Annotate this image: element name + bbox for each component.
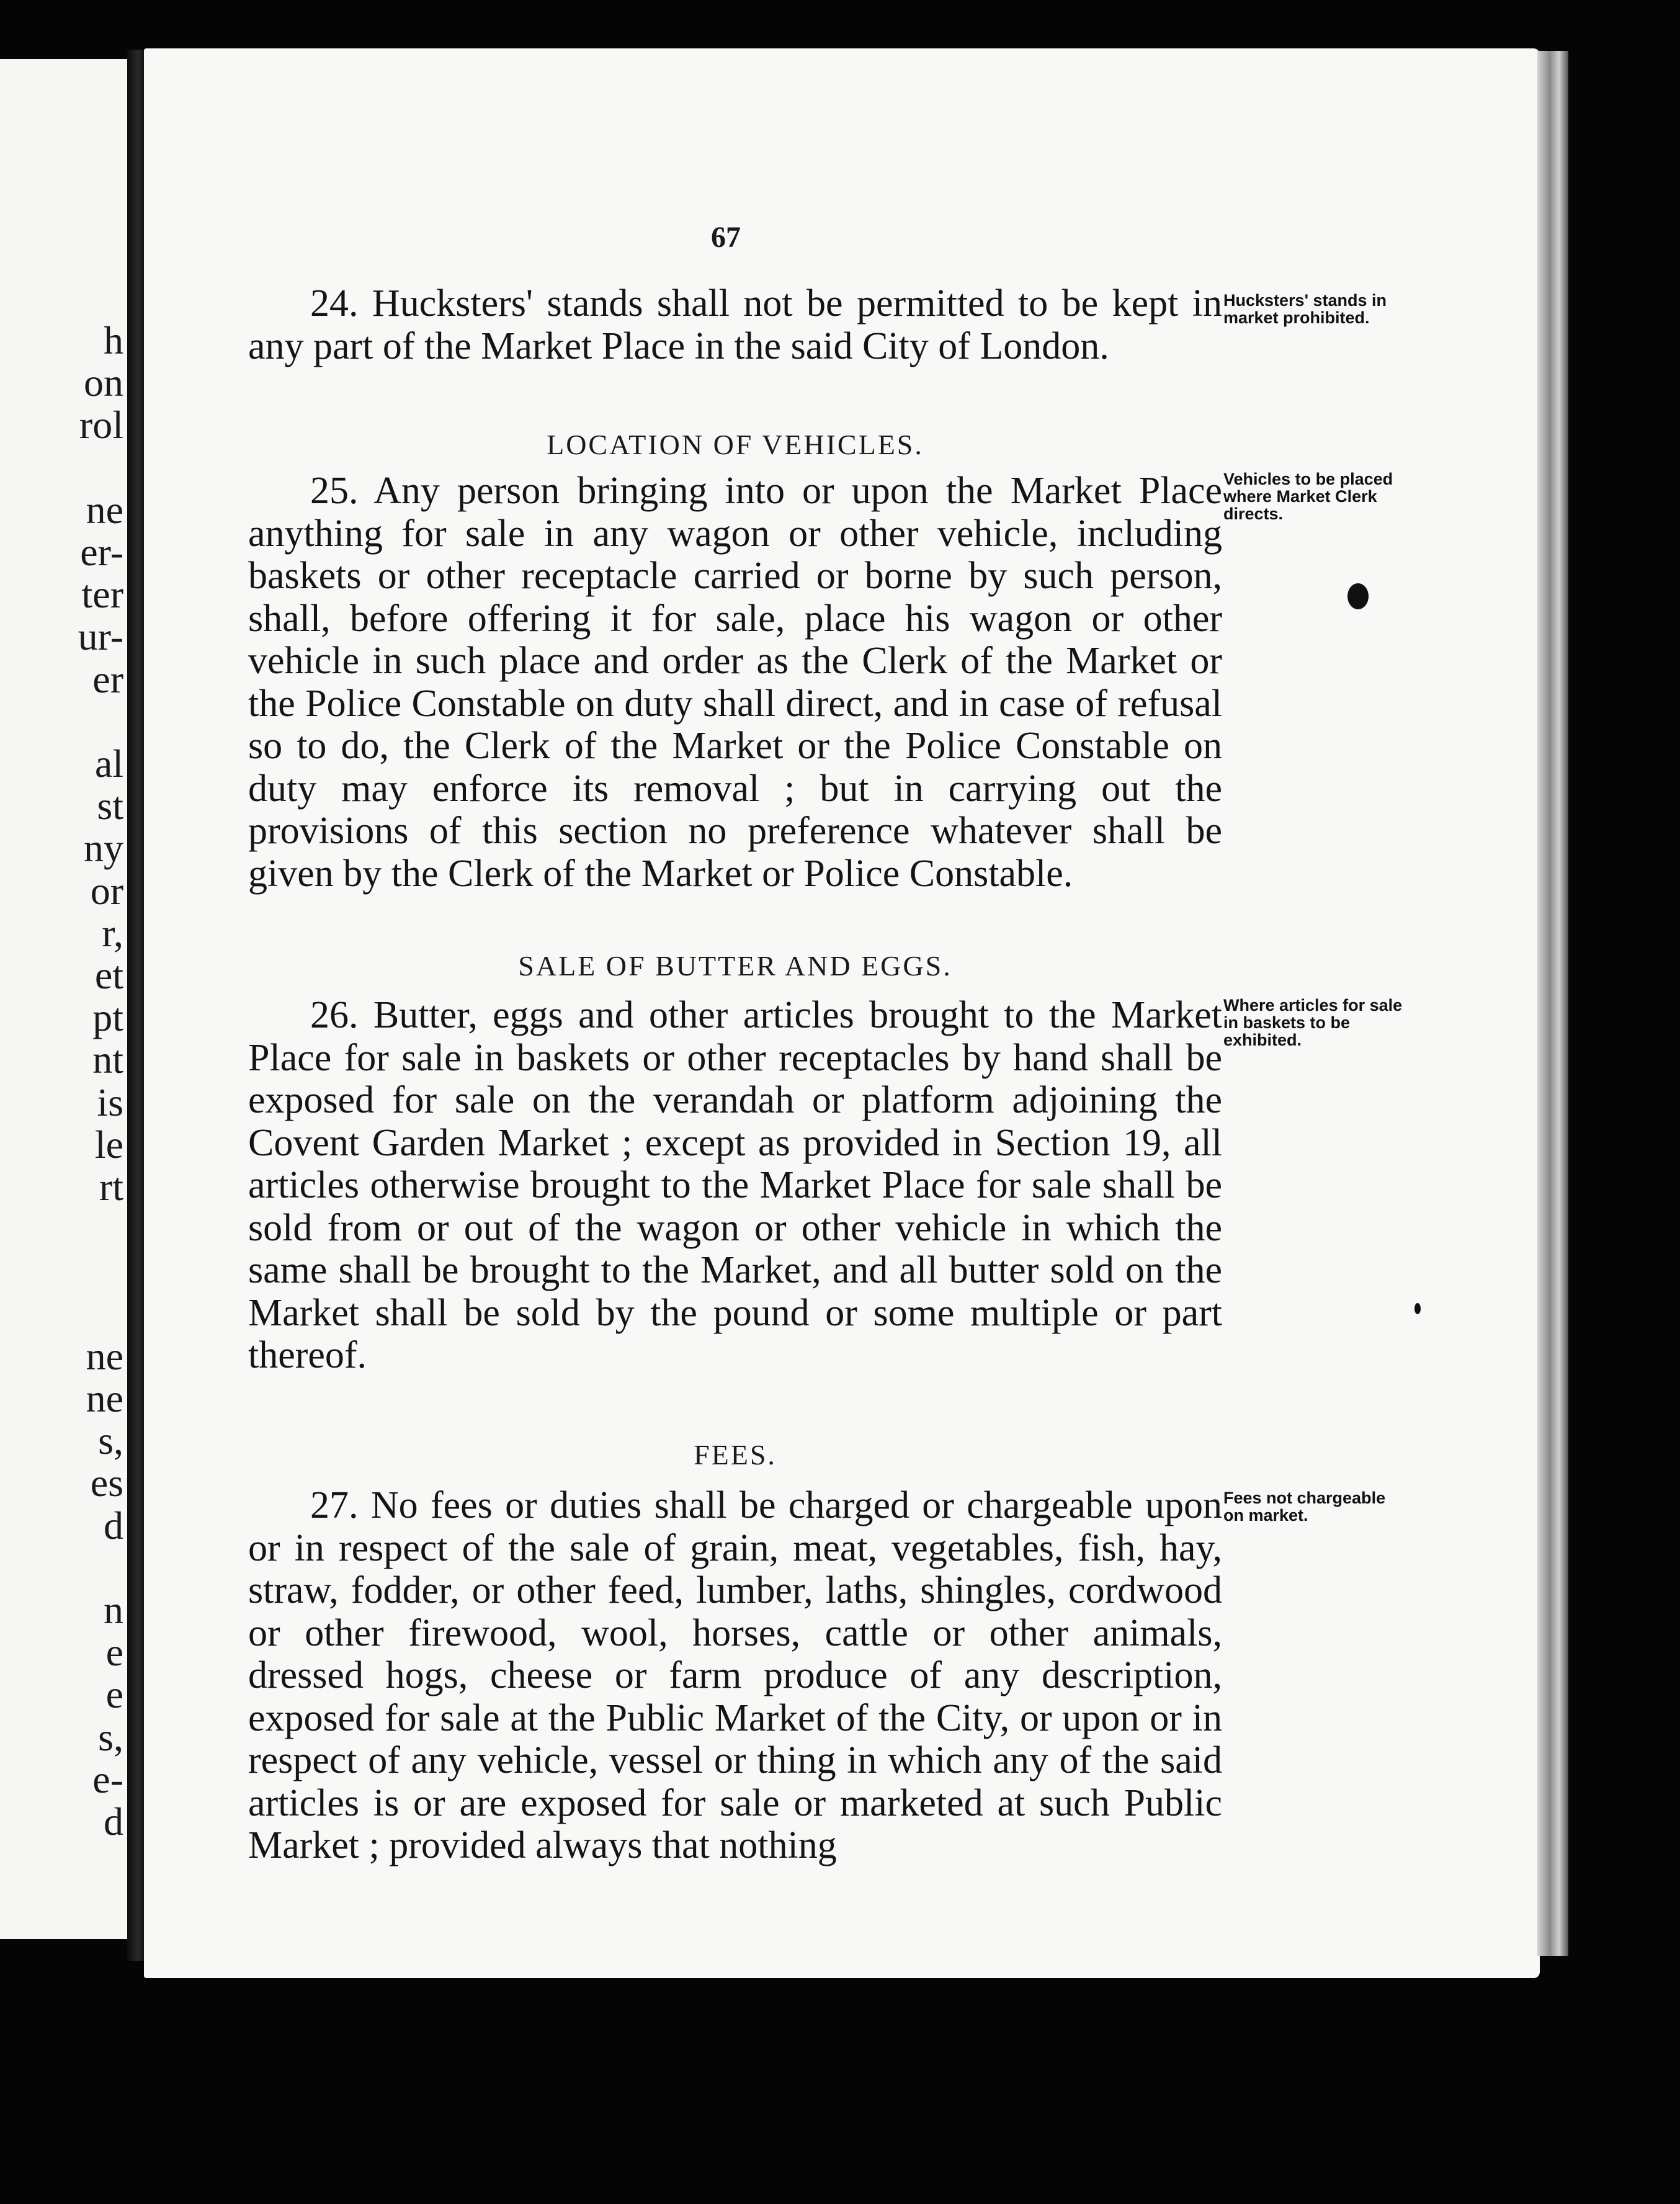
section-25 [248,470,1222,895]
left-page-fragment: st [97,784,123,828]
ink-speck [1414,1303,1421,1314]
section-25-text: 25. Any person bringing into or upon the Market Place anything for sale in any wagon or other vehicle, including baskets or other receptacle carried or borne by such person, shall, before offering it for sale, place his wagon or other vehicle in such place and order as the Clerk of the Market or the Police Constable on duty shall direct, and in case of refusal so to do, the Clerk of the Market or the Police Constable on duty may enforce its removal ; but in carrying out the provisions of this section no preference whatever shall be given by the Clerk of the Market or Police Constable. [248,470,1222,895]
heading-sale-of-butter-and-eggs: SALE OF BUTTER AND EGGS. [518,950,952,982]
left-page-fragment: al [94,741,123,786]
left-page-fragment: is [97,1080,123,1124]
section-27-text: 27. No fees or duties shall be charged or chargeable upon or in respect of the sale of grain, meat, vegetables, fish, hay, straw, fodder, or other feed, lumber, laths, shingles, cordwood or other firewood, wool, horses, cattle or other animals, dressed hogs, cheese or farm produce of any description, exposed for sale at the Public Market of the City, or upon or in respect of any vehicle, vessel or thing in which any of the said articles is or are exposed for sale or marketed at such Public Market ; provided always that nothing [248,1484,1222,1866]
left-page-fragment: rol [79,403,123,447]
left-page-fragment: er [92,656,123,701]
margin-note-24: Hucksters' stands in market prohibited. [1223,291,1387,327]
ink-speck [1347,583,1369,609]
heading-fees: FEES. [694,1439,777,1471]
section-26-text: 26. Butter, eggs and other articles brought to the Market Place for sale in baskets or other receptacles by hand shall be exposed for sale on the verandah or platform adjoining the Covent Garden Market ; except as provided in Section 19, all articles otherwise brought to the Market Place for sale shall be sold from or out of the wagon or other vehicle in which the same shall be brought to the Market, and all butter sold on the Market shall be sold by the pound or some multiple or part thereof. [248,994,1222,1376]
section-24 [248,282,1222,367]
left-page-fragment: pt [92,995,123,1040]
margin-note-25: Vehicles to be placed where Market Clerk directs. [1223,470,1393,523]
left-page-fragment: ne [86,1376,123,1420]
left-page-fragment: ne [86,487,123,532]
page-number: 67 [711,221,741,254]
left-page-fragment: er- [80,530,123,574]
left-page-fragment: h [104,318,123,362]
margin-note-26: Where articles for sale in baskets to be exhibited. [1223,996,1403,1049]
left-page-fragment: s, [98,1418,123,1463]
left-page-fragment: s, [98,1714,123,1759]
left-page-fragment: or [90,868,123,913]
section-26 [248,994,1222,1377]
section-24-text: 24. Hucksters' stands shall not be permitted to be kept in any part of the Market Place in the said City of London. [248,282,1222,367]
left-page-fragment: n [104,1588,123,1632]
left-page-fragment: ny [84,826,123,871]
book-gutter [127,50,146,1961]
left-page-fragment: e [105,1630,123,1675]
left-page-fragment: e [105,1672,123,1717]
left-page-fragment: ne [86,1333,123,1378]
left-page-fragment: es [90,1461,123,1505]
left-page-fragment: nt [92,1037,123,1082]
heading-location-of-vehicles: LOCATION OF VEHICLES. [547,429,924,460]
left-page-fragment: r, [102,910,123,955]
left-facing-page [0,59,131,1939]
section-27 [248,1484,1222,1867]
left-page-fragment: le [94,1122,123,1167]
left-page-fragment: e- [92,1757,123,1801]
left-page-fragment: rt [99,1165,123,1209]
left-page-fragment: d [104,1799,123,1843]
left-page-fragment: ur- [78,614,123,659]
page-edge [1537,51,1568,1956]
left-page-fragment: ter [81,572,123,617]
margin-note-27: Fees not chargeable on market. [1223,1489,1386,1525]
left-page-fragment: on [84,361,123,405]
left-page-fragment: d [104,1503,123,1548]
left-page-fragment: et [94,953,123,997]
